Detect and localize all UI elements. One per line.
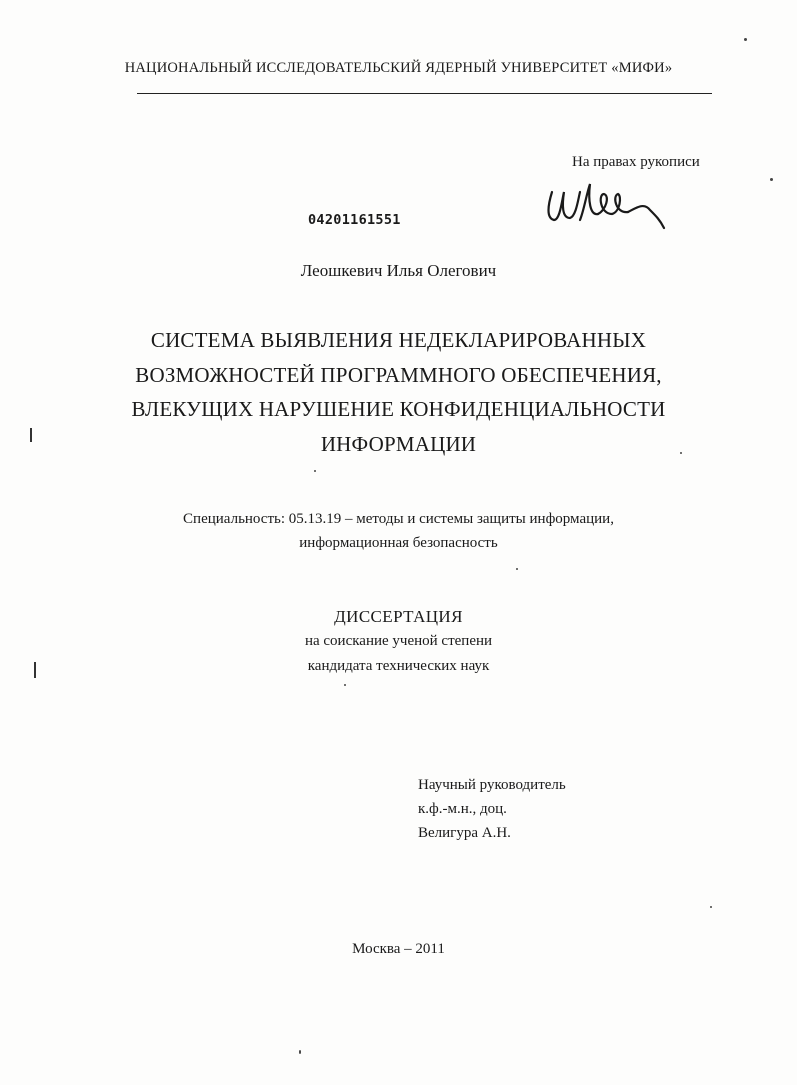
supervisor-name: Велигура А.Н.	[418, 825, 511, 841]
scan-mark	[30, 428, 32, 442]
scan-speck	[770, 178, 773, 181]
handwritten-signature	[540, 170, 680, 240]
scan-speck	[344, 684, 346, 686]
title-line: ВЛЕКУЩИХ НАРУШЕНИЕ КОНФИДЕНЦИАЛЬНОСТИ	[131, 397, 666, 421]
scan-speck	[299, 1050, 301, 1054]
title-line: ИНФОРМАЦИИ	[320, 431, 477, 456]
degree-line: кандидата технических наук	[307, 658, 490, 674]
degree-line: на соискание ученой степени	[304, 633, 493, 649]
specialty-block	[0, 507, 797, 555]
catalog-code: 04201161551	[308, 212, 401, 228]
author-name: Леошкевич Илья Олегович	[300, 261, 497, 280]
scan-speck	[314, 470, 316, 472]
supervisor-block	[418, 773, 566, 845]
scan-speck	[710, 906, 712, 908]
scan-speck	[680, 452, 682, 454]
header-rule	[137, 93, 712, 94]
title-line: ВОЗМОЖНОСТЕЙ ПРОГРАММНОГО ОБЕСПЕЧЕНИЯ,	[135, 362, 662, 387]
scan-speck	[516, 568, 518, 570]
thesis-title	[0, 323, 797, 461]
scan-speck	[744, 38, 747, 41]
supervisor-role: Научный руководитель	[418, 777, 566, 793]
dissertation-heading: ДИССЕРТАЦИЯ	[334, 607, 463, 626]
city-year: Москва – 2011	[352, 941, 445, 957]
rights-note: На правах рукописи	[572, 154, 700, 170]
specialty-line: Специальность: 05.13.19 – методы и системы защиты информации,	[183, 511, 614, 527]
specialty-line: информационная безопасность	[299, 535, 498, 551]
university-name: НАЦИОНАЛЬНЫЙ ИССЛЕДОВАТЕЛЬСКИЙ ЯДЕРНЫЙ УНИВЕРСИТЕТ «МИФИ»	[124, 60, 673, 76]
supervisor-degree: к.ф.-м.н., доц.	[418, 801, 507, 817]
dissertation-block	[0, 605, 797, 679]
title-line: СИСТЕМА ВЫЯВЛЕНИЯ НЕДЕКЛАРИРОВАННЫХ	[150, 328, 647, 352]
scan-mark	[34, 662, 36, 678]
